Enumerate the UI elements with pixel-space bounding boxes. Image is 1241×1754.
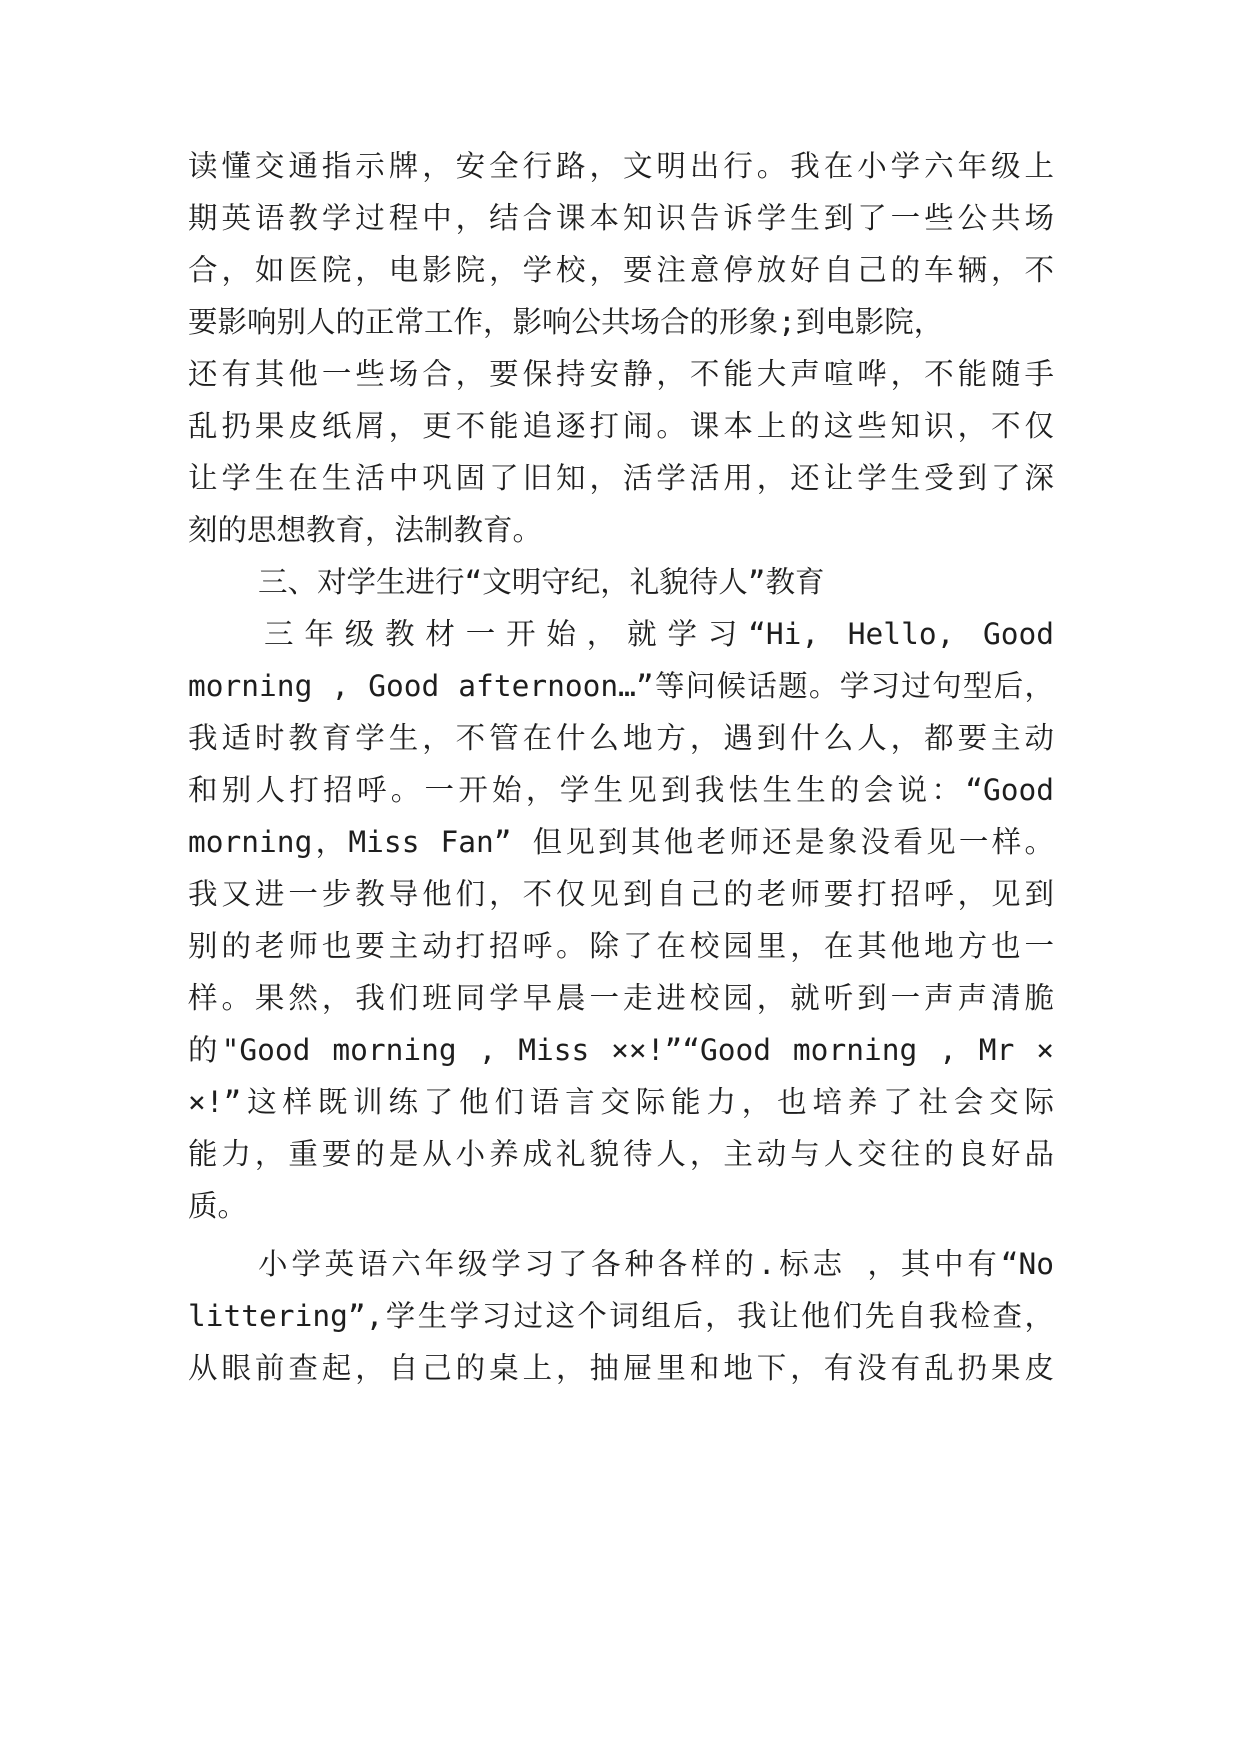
text-line: 别的老师也要主动打招呼。除了在校园里，在其他地方也一: [188, 929, 1054, 963]
text-line: ×!”这样既训练了他们语言交际能力，也培养了社会交际: [188, 1085, 1054, 1119]
text-line: 我又进一步教导他们，不仅见到自己的老师要打招呼，见到: [188, 877, 1054, 911]
text-line: 要影响别人的正常工作，影响公共场合的形象;到电影院，: [188, 305, 944, 339]
text-line: 从眼前查起，自己的桌上，抽屉里和地下，有没有乱扔果皮: [188, 1351, 1054, 1385]
text-line: 期英语教学过程中，结合课本知识告诉学生到了一些公共场: [188, 201, 1054, 235]
text-line: 质。: [188, 1189, 248, 1223]
text-line: 样。果然，我们班同学早晨一走进校园，就听到一声声清脆: [188, 981, 1054, 1015]
text-line: 小学英语六年级学习了各种各样的.标志 ，其中有“No: [258, 1247, 1054, 1281]
text-line: 合，如医院，电影院，学校，要注意停放好自己的车辆，不: [188, 253, 1054, 287]
text-line: 还有其他一些场合，要保持安静，不能大声喧哗，不能随手: [188, 357, 1054, 391]
text-line: 和别人打招呼。一开始，学生见到我怯生生的会说：“Good: [188, 773, 1054, 807]
text-line: littering”,学生学习过这个词组后，我让他们先自我检查，: [188, 1299, 1054, 1333]
text-line: 我适时教育学生，不管在什么地方，遇到什么人，都要主动: [188, 721, 1054, 755]
text-line: morning，Miss Fan” 但见到其他老师还是象没看见一样。: [188, 825, 1054, 859]
text-line: 三年级教材一开始，就学习“Hi, Hello, Good: [264, 617, 1054, 651]
text-line: 的"Good morning , Miss ××!”“Good morning , Mr ×: [188, 1033, 1054, 1067]
text-line: 让学生在生活中巩固了旧知，活学活用，还让学生受到了深: [188, 461, 1054, 495]
text-line: 乱扔果皮纸屑，更不能追逐打闹。课本上的这些知识，不仅: [188, 409, 1054, 443]
text-line: 读懂交通指示牌，安全行路，文明出行。我在小学六年级上: [188, 149, 1054, 183]
text-line: morning , Good afternoon…”等问候话题。学习过句型后，: [188, 669, 1054, 703]
text-line: 能力，重要的是从小养成礼貌待人，主动与人交往的良好品: [188, 1137, 1054, 1171]
section-heading: 三、对学生进行“文明守纪，礼貌待人”教育: [258, 565, 825, 599]
text-line: 刻的思想教育，法制教育。: [188, 513, 543, 547]
